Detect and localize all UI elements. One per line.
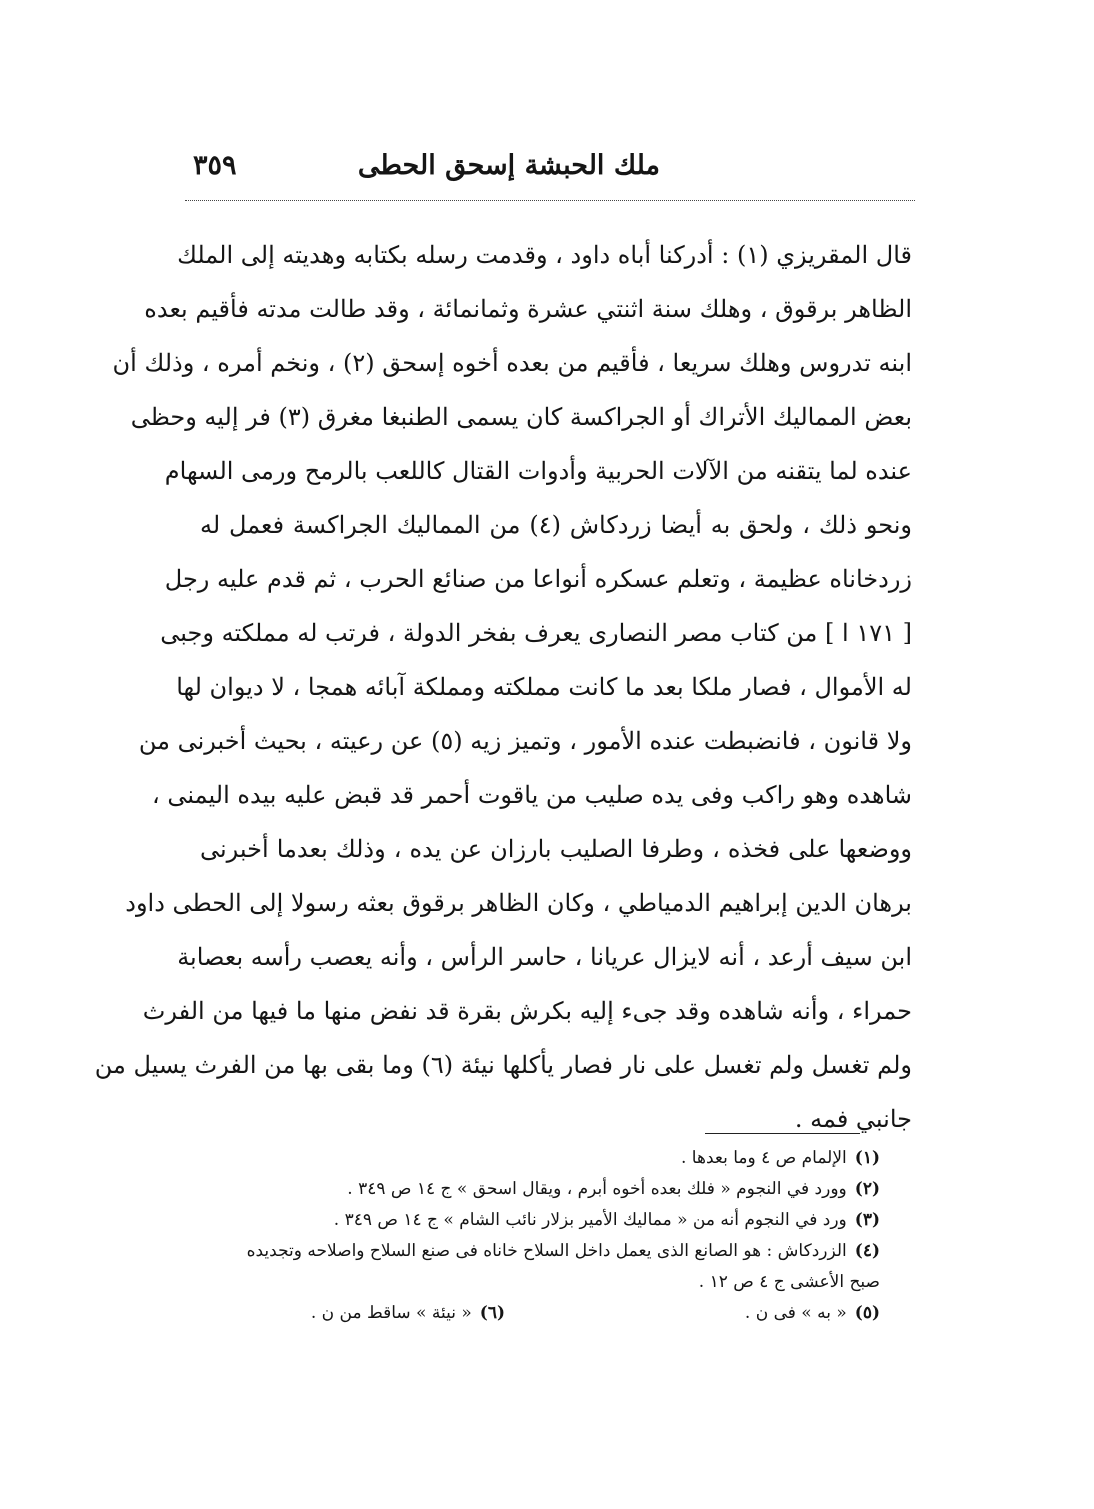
footnote-number: (٢) [854, 1179, 880, 1199]
footnote-text: « به » فى ن . [744, 1303, 847, 1323]
footnote-divider [705, 1133, 860, 1134]
footnotes [200, 1143, 880, 1329]
footnote-1 [200, 1143, 880, 1174]
text-line: زردخاناه عظيمة ، وتعلم عسكره أنواعا من صنائع الحرب ، ثم قدم عليه رجل [164, 565, 912, 593]
running-title: ملك الحبشة إسحق الحطى [357, 150, 660, 181]
text-line: ونحو ذلك ، ولحق به أيضا زردكاش (٤) من المماليك الجراكسة فعمل له [200, 511, 913, 539]
page-header [185, 150, 915, 186]
text-line: الظاهر برقوق ، وهلك سنة اثنتي عشرة وثمانمائة ، وقد طالت مدته فأقيم بعده [144, 295, 912, 323]
footnote-number: (١) [854, 1148, 880, 1168]
text-line: بعض المماليك الأتراك أو الجراكسة كان يسمى الطنبغا مغرق (٣) فر إليه وحظى [130, 403, 912, 431]
footnote-4-continuation: صبح الأعشى ج ٤ ص ١٢ . [698, 1272, 880, 1292]
footnote-3 [200, 1205, 880, 1236]
text-line: ابنه تدروس وهلك سريعا ، فأقيم من بعده أخوه إسحق (٢) ، ونخم أمره ، وذلك أن [112, 349, 912, 377]
page-number: ٣٥٩ [193, 150, 237, 181]
footnote-number: (٥) [854, 1303, 880, 1323]
text-line: ولم تغسل ولم تغسل على نار فصار يأكلها نيئة (٦) وما بقى بها من الفرث يسيل من [94, 1051, 912, 1079]
text-line: قال المقريزي (١) : أدركنا أباه داود ، وقدمت رسله بكتابه وهديته إلى الملك [177, 241, 912, 269]
footnote-4 [200, 1236, 880, 1267]
text-line: ووضعها على فخذه ، وطرفا الصليب بارزان عن يده ، وذلك بعدما أخبرنى [200, 835, 912, 863]
text-line: [ ١٧١ ا ] من كتاب مصر النصارى يعرف بفخر الدولة ، فرتب له مملكته وجبى [160, 619, 912, 647]
footnote-text: وورد في النجوم « فلك بعده أخوه أبرم ، ويقال اسحق » ج ١٤ ص ٣٤٩ . [347, 1179, 847, 1199]
body-text [94, 228, 913, 1146]
footnote-text: ورد في النجوم أنه من « مماليك الأمير بزلار نائب الشام » ج ١٤ ص ٣٤٩ . [333, 1210, 847, 1230]
text-line: شاهده وهو راكب وفى يده صليب من ياقوت أحمر قد قبض عليه بيده اليمنى ، [152, 781, 912, 809]
footnote-5 [575, 1298, 880, 1329]
footnote-text: « نيئة » ساقط من ن . [310, 1303, 472, 1323]
text-line: ابن سيف أرعد ، أنه لايزال عريانا ، حاسر الرأس ، وأنه يعصب رأسه بعصابة [177, 943, 912, 971]
text-line: ولا قانون ، فانضبطت عنده الأمور ، وتميز زيه (٥) عن رعيته ، بحيث أخبرنى من [138, 727, 912, 755]
text-line: جانبي فمه . [794, 1105, 912, 1133]
footnote-text: الإلمام ص ٤ وما بعدها . [681, 1148, 847, 1168]
footnote-pair [200, 1298, 880, 1329]
text-line: حمراء ، وأنه شاهده وقد جىء إليه بكرش بقرة قد نفض منها ما فيها من الفرث [142, 997, 912, 1025]
footnote-number: (٦) [479, 1303, 505, 1323]
footnote-6 [200, 1298, 575, 1329]
footnote-number: (٤) [854, 1241, 880, 1261]
text-line: برهان الدين إبراهيم الدمياطي ، وكان الظاهر برقوق بعثه رسولا إلى الحطى داود [125, 889, 912, 917]
footnote-2 [200, 1174, 880, 1205]
header-divider [185, 200, 915, 201]
text-line: له الأموال ، فصار ملكا بعد ما كانت مملكته ومملكة آبائه همجا ، لا ديوان لها [176, 673, 912, 701]
footnote-number: (٣) [854, 1210, 880, 1230]
footnote-text: الزردكاش : هو الصانع الذى يعمل داخل السلاح خاناه فى صنع السلاح واصلاحه وتجديده [246, 1241, 847, 1261]
text-line: عنده لما يتقنه من الآلات الحربية وأدوات القتال كاللعب بالرمح ورمى السهام [164, 457, 912, 485]
